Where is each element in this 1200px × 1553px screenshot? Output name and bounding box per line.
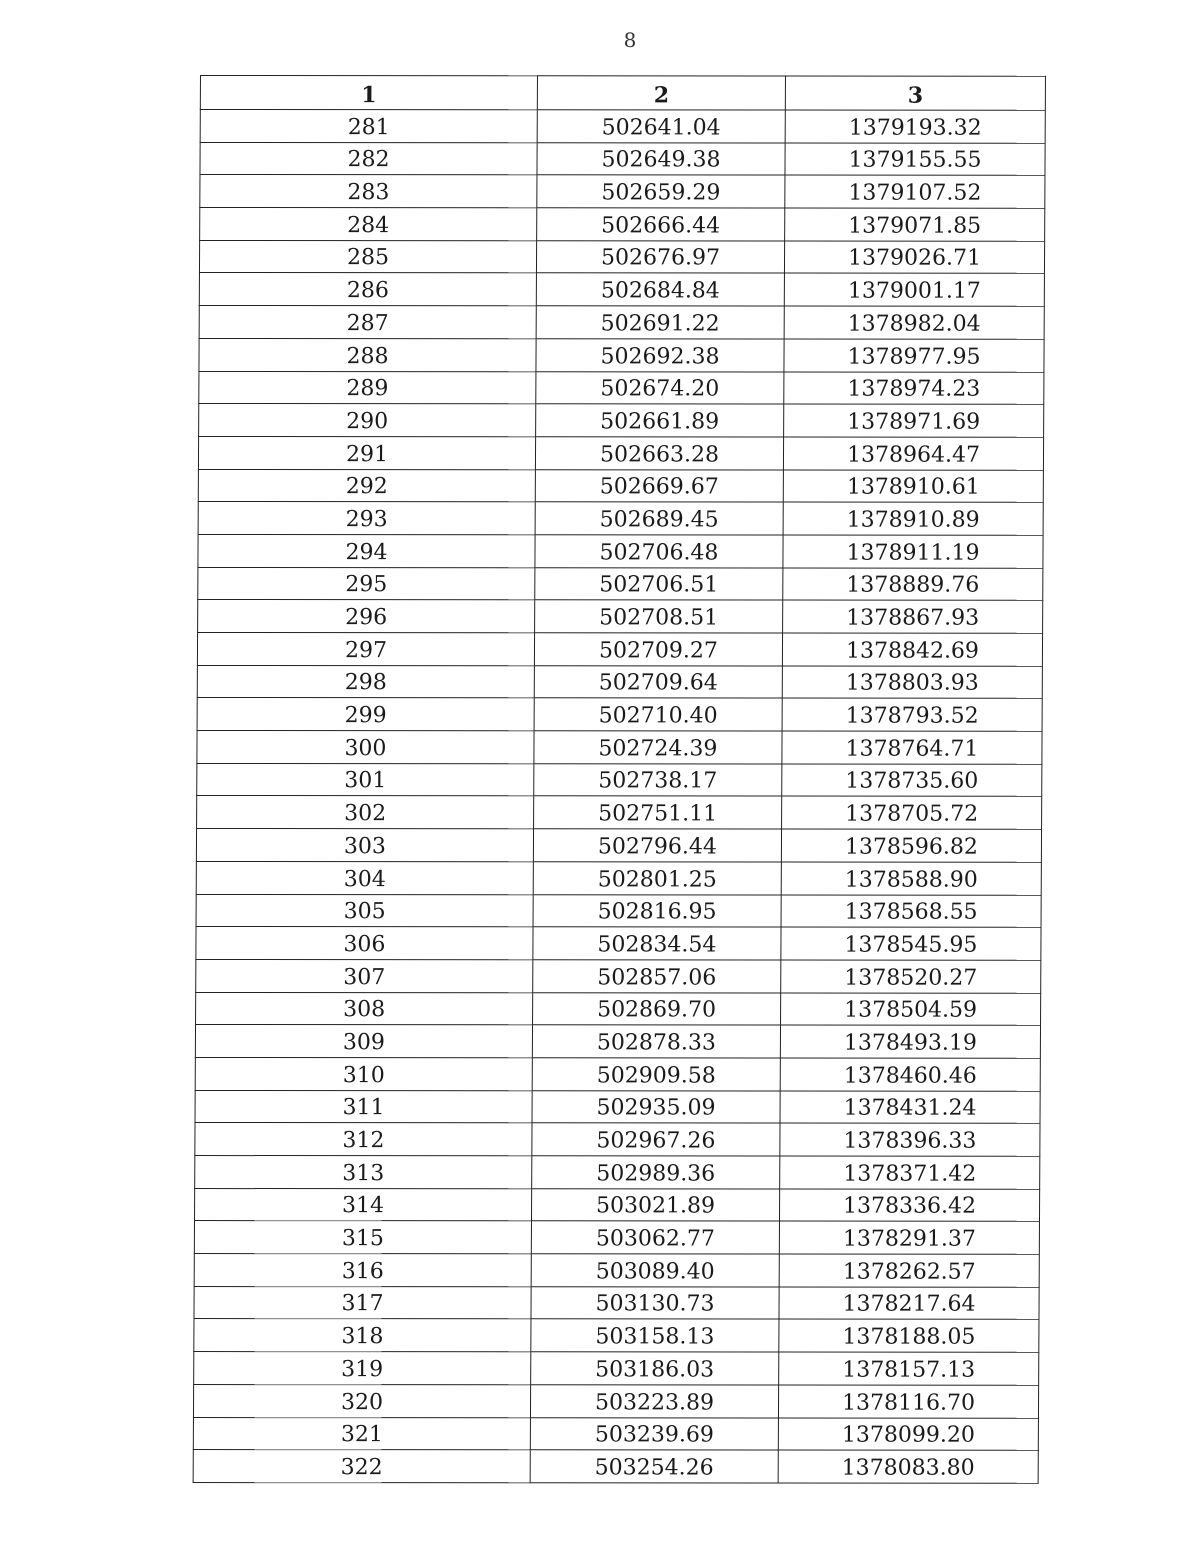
table-header-row [200,76,1045,111]
x-coordinate-cell: 502661.89 [536,404,784,437]
x-coordinate-cell: 503130.73 [531,1287,779,1320]
point-number-cell: 296 [198,600,535,633]
x-coordinate-cell: 502684.84 [536,273,784,306]
point-number-cell: 303 [196,829,533,862]
x-coordinate-cell: 503062.77 [531,1221,779,1254]
table-row [194,1319,1039,1352]
table-row [197,731,1042,764]
x-coordinate-cell: 502878.33 [532,1025,780,1058]
x-coordinate-cell: 502989.36 [532,1156,780,1189]
table-row [196,992,1041,1025]
table-row [198,534,1043,567]
x-coordinate-cell: 502834.54 [533,927,781,960]
y-coordinate-cell: 1379193.32 [785,110,1045,143]
y-coordinate-cell: 1378889.76 [783,568,1043,601]
x-coordinate-cell: 502738.17 [534,764,782,797]
x-coordinate-cell: 502709.64 [534,665,782,698]
y-coordinate-cell: 1378545.95 [781,927,1041,960]
point-number-cell: 297 [197,633,534,666]
table-row [196,894,1041,927]
coordinates-table-container [193,75,1045,1484]
y-coordinate-cell: 1378974.23 [784,372,1044,405]
column-header-3: 3 [785,76,1045,110]
point-number-cell: 310 [195,1057,532,1090]
point-number-cell: 305 [196,894,533,927]
x-coordinate-cell: 502706.51 [535,567,783,600]
point-number-cell: 285 [199,240,536,273]
y-coordinate-cell: 1378735.60 [782,764,1042,797]
point-number-cell: 300 [197,731,534,764]
table-row [197,796,1042,829]
x-coordinate-cell: 502816.95 [533,894,781,927]
y-coordinate-cell: 1378493.19 [780,1025,1040,1058]
table-row [197,698,1042,731]
x-coordinate-cell: 502674.20 [536,371,784,404]
table-row [193,1450,1038,1483]
x-coordinate-cell: 502857.06 [533,960,781,993]
point-number-cell: 291 [198,436,535,469]
table-row [196,927,1041,960]
point-number-cell: 307 [196,959,533,992]
point-number-cell: 295 [198,567,535,600]
x-coordinate-cell: 503021.89 [531,1188,779,1221]
point-number-cell: 306 [196,927,533,960]
y-coordinate-cell: 1378588.90 [781,862,1041,895]
x-coordinate-cell: 503089.40 [531,1254,779,1287]
coordinates-table [193,75,1046,1484]
point-number-cell: 316 [194,1254,531,1287]
table-row [196,829,1041,862]
x-coordinate-cell: 502676.97 [536,241,784,274]
x-coordinate-cell: 502909.58 [532,1058,780,1091]
table-row [200,142,1045,175]
table-row [199,338,1044,371]
x-coordinate-cell: 502724.39 [534,731,782,764]
point-number-cell: 304 [196,861,533,894]
column-header-1: 1 [200,76,537,110]
table-row [193,1417,1038,1450]
x-coordinate-cell: 502708.51 [535,600,783,633]
y-coordinate-cell: 1378217.64 [779,1287,1039,1320]
point-number-cell: 292 [198,469,535,502]
y-coordinate-cell: 1378371.42 [780,1156,1040,1189]
y-coordinate-cell: 1378964.47 [783,437,1043,470]
y-coordinate-cell: 1378116.70 [778,1385,1038,1418]
y-coordinate-cell: 1378764.71 [782,731,1042,764]
table-row [195,1025,1040,1058]
table-row [199,371,1044,404]
table-row [199,404,1044,437]
y-coordinate-cell: 1378977.95 [784,339,1044,372]
table-row [194,1286,1039,1319]
y-coordinate-cell: 1379071.85 [785,208,1045,241]
table-row [199,240,1044,273]
point-number-cell: 309 [195,1025,532,1058]
table-row [198,502,1043,535]
point-number-cell: 313 [195,1156,532,1189]
x-coordinate-cell: 503158.13 [531,1319,779,1352]
y-coordinate-cell: 1378842.69 [782,633,1042,666]
point-number-cell: 308 [196,992,533,1025]
y-coordinate-cell: 1378083.80 [778,1450,1038,1483]
table-row [198,567,1043,600]
x-coordinate-cell: 502692.38 [536,339,784,372]
table-row [199,306,1044,339]
y-coordinate-cell: 1378431.24 [780,1091,1040,1124]
point-number-cell: 286 [199,273,536,306]
y-coordinate-cell: 1378520.27 [781,960,1041,993]
table-row [197,665,1042,698]
point-number-cell: 282 [200,142,537,175]
x-coordinate-cell: 502710.40 [534,698,782,731]
y-coordinate-cell: 1378568.55 [781,895,1041,928]
x-coordinate-cell: 502659.29 [537,175,785,208]
x-coordinate-cell: 502967.26 [532,1123,780,1156]
table-row [200,208,1045,241]
y-coordinate-cell: 1378793.52 [782,698,1042,731]
y-coordinate-cell: 1378971.69 [784,404,1044,437]
y-coordinate-cell: 1378910.89 [783,502,1043,535]
x-coordinate-cell: 502689.45 [535,502,783,535]
y-coordinate-cell: 1378460.46 [780,1058,1040,1091]
table-row [195,1156,1040,1189]
y-coordinate-cell: 1378910.61 [783,470,1043,503]
y-coordinate-cell: 1378157.13 [779,1352,1039,1385]
x-coordinate-cell: 502691.22 [536,306,784,339]
point-number-cell: 294 [198,534,535,567]
point-number-cell: 290 [199,404,536,437]
x-coordinate-cell: 502669.67 [535,469,783,502]
point-number-cell: 318 [194,1319,531,1352]
table-row [194,1352,1039,1385]
y-coordinate-cell: 1378705.72 [782,796,1042,829]
table-row [198,436,1043,469]
y-coordinate-cell: 1378291.37 [779,1221,1039,1254]
point-number-cell: 289 [199,371,536,404]
x-coordinate-cell: 503223.89 [530,1385,778,1418]
x-coordinate-cell: 503239.69 [530,1417,778,1450]
point-number-cell: 288 [199,338,536,371]
y-coordinate-cell: 1379001.17 [784,273,1044,306]
column-header-2: 2 [537,76,785,110]
point-number-cell: 315 [194,1221,531,1254]
x-coordinate-cell: 502869.70 [533,992,781,1025]
y-coordinate-cell: 1378596.82 [781,829,1041,862]
point-number-cell: 283 [200,175,537,208]
table-row [200,175,1045,208]
x-coordinate-cell: 502796.44 [533,829,781,862]
y-coordinate-cell: 1379107.52 [785,175,1045,208]
x-coordinate-cell: 502751.11 [534,796,782,829]
y-coordinate-cell: 1378803.93 [782,666,1042,699]
point-number-cell: 321 [193,1417,530,1450]
x-coordinate-cell: 502935.09 [532,1090,780,1123]
x-coordinate-cell: 503186.03 [531,1352,779,1385]
point-number-cell: 302 [197,796,534,829]
y-coordinate-cell: 1379026.71 [784,241,1044,274]
table-row [195,1057,1040,1090]
point-number-cell: 314 [195,1188,532,1221]
x-coordinate-cell: 502706.48 [535,535,783,568]
table-row [195,1123,1040,1156]
point-number-cell: 317 [194,1286,531,1319]
point-number-cell: 312 [195,1123,532,1156]
x-coordinate-cell: 502649.38 [537,142,785,175]
table-row [196,959,1041,992]
table-row [193,1384,1038,1417]
y-coordinate-cell: 1378188.05 [779,1319,1039,1352]
point-number-cell: 293 [198,502,535,535]
point-number-cell: 299 [197,698,534,731]
x-coordinate-cell: 502709.27 [534,633,782,666]
y-coordinate-cell: 1378336.42 [779,1189,1039,1222]
y-coordinate-cell: 1379155.55 [785,143,1045,176]
point-number-cell: 319 [194,1352,531,1385]
y-coordinate-cell: 1378982.04 [784,306,1044,339]
table-row [197,763,1042,796]
point-number-cell: 301 [197,763,534,796]
x-coordinate-cell: 502663.28 [535,437,783,470]
point-number-cell: 287 [199,306,536,339]
y-coordinate-cell: 1378504.59 [781,993,1041,1026]
table-row [197,633,1042,666]
x-coordinate-cell: 503254.26 [530,1450,778,1483]
point-number-cell: 322 [193,1450,530,1483]
table-row [195,1090,1040,1123]
point-number-cell: 320 [193,1384,530,1417]
point-number-cell: 298 [197,665,534,698]
table-row [199,273,1044,306]
table-row [198,469,1043,502]
page-number: 8 [623,28,637,52]
y-coordinate-cell: 1378911.19 [783,535,1043,568]
x-coordinate-cell: 502801.25 [533,862,781,895]
table-row [194,1221,1039,1254]
y-coordinate-cell: 1378262.57 [779,1254,1039,1287]
x-coordinate-cell: 502641.04 [537,110,785,143]
y-coordinate-cell: 1378099.20 [778,1418,1038,1451]
y-coordinate-cell: 1378396.33 [780,1123,1040,1156]
table-row [196,861,1041,894]
x-coordinate-cell: 502666.44 [537,208,785,241]
y-coordinate-cell: 1378867.93 [783,600,1043,633]
point-number-cell: 284 [200,208,537,241]
point-number-cell: 311 [195,1090,532,1123]
table-row [195,1188,1040,1221]
table-row [194,1254,1039,1287]
table-row [198,600,1043,633]
point-number-cell: 281 [200,110,537,143]
table-body [193,110,1045,1484]
table-row [200,110,1045,143]
